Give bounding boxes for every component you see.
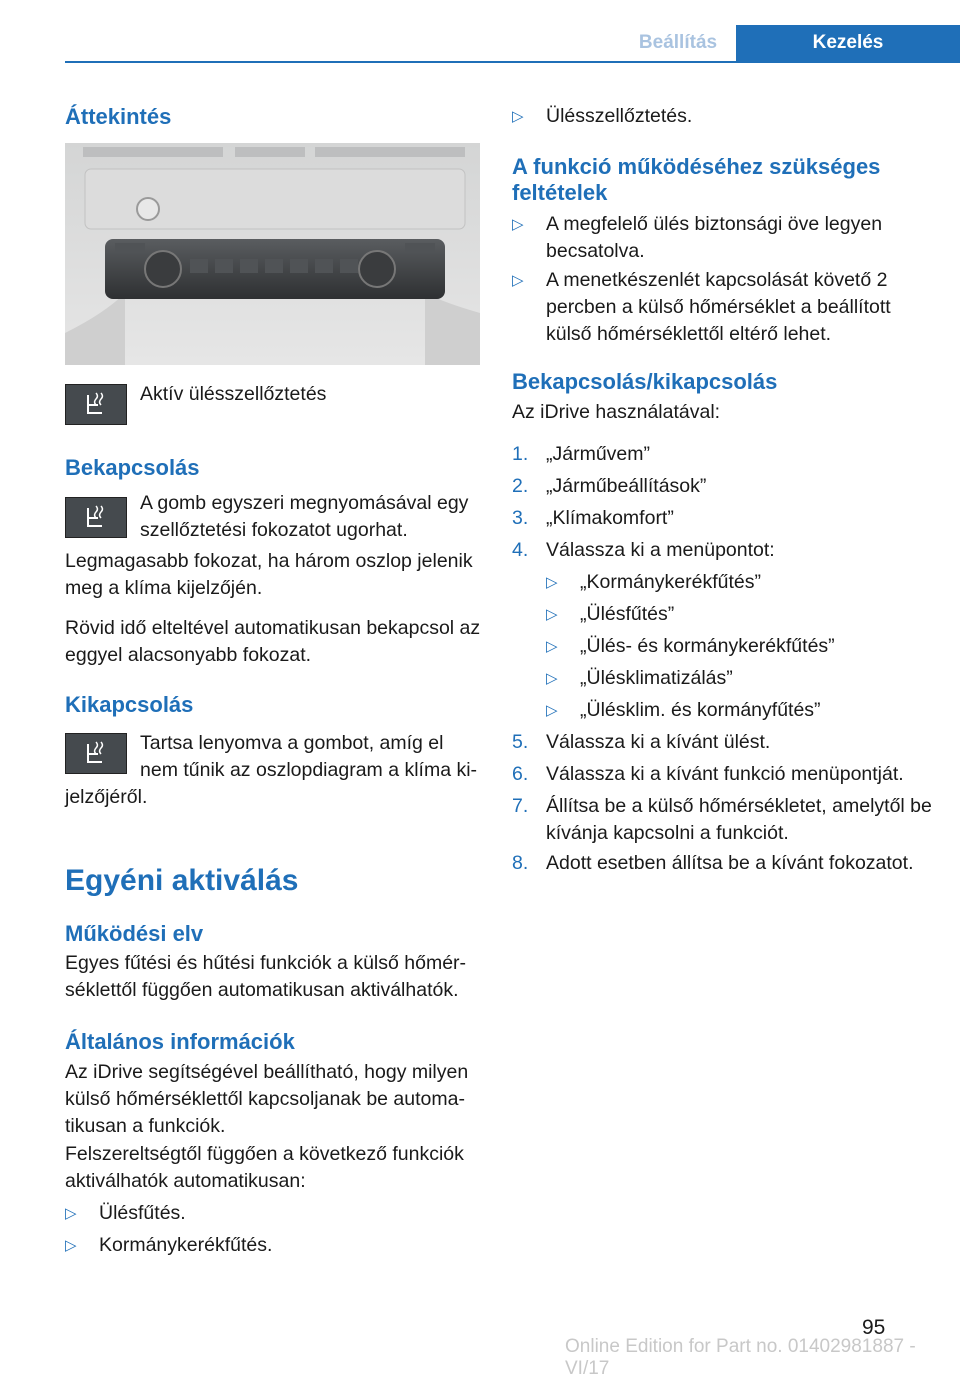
triangle-right-icon: ▷ (546, 574, 558, 591)
turn-on-title: Bekapcsolás (65, 455, 200, 480)
icon-caption: Aktív ülésszellőztetés (140, 383, 327, 405)
turn-on-text: A gomb egyszeri megnyomásával egy szellőztetési fokozatot ugorhat. (140, 492, 469, 541)
turn-off-text-end: jelzőjéről. (65, 786, 148, 808)
overview-title: Áttekintés (65, 104, 172, 129)
general-info-text-2: Felszereltségtől függően a következő funkciók aktiválhatók automatikusan: (65, 1143, 464, 1192)
page-number: 95 (862, 1316, 886, 1339)
on-off-title: Bekapcsolás/kikapcsolás (512, 369, 778, 394)
section-title: Egyéni aktiválás (65, 864, 299, 897)
seat-ventilation-icon (65, 497, 127, 538)
header-divider (65, 61, 960, 63)
seat-ventilation-icon (65, 733, 127, 774)
triangle-right-icon: ▷ (546, 702, 558, 719)
seat-ventilation-icon (65, 384, 127, 425)
triangle-right-icon: ▷ (65, 1205, 77, 1222)
triangle-right-icon: ▷ (512, 272, 524, 289)
climate-panel-photo (65, 143, 480, 365)
triangle-right-icon: ▷ (512, 216, 524, 233)
prerequisites-title: A funkció működéséhez szükséges feltételek (512, 154, 881, 205)
turn-off-title: Kikapcsolás (65, 692, 194, 717)
triangle-right-icon: ▷ (512, 108, 524, 125)
tab-beallitas[interactable]: Beállítás (638, 32, 718, 53)
principle-text: Egyes fűtési és hűtési funkciók a külső hőmérséklettől függően automatikusan aktiválhatók. (65, 952, 467, 1001)
on-off-intro: Az iDrive használatával: (512, 401, 721, 423)
edition-footer: Online Edition for Part no. 01402981887 - VI/17 (565, 1336, 916, 1379)
turn-off-text: Tartsa lenyomva a gombot, amíg el nem tűnik az oszlopdiagram a klíma ki- (140, 732, 478, 781)
triangle-right-icon: ▷ (65, 1237, 77, 1254)
tab-kezeles[interactable]: Kezelés (736, 25, 960, 61)
triangle-right-icon: ▷ (546, 638, 558, 655)
general-info-text-1: Az iDrive segítségével beállítható, hogy milyen külső hőmérséklettől kapcsoljanak be automatikusan a funkciók. (65, 1061, 469, 1137)
principle-title: Működési elv (65, 921, 204, 946)
highest-level-text: Legmagasabb fokozat, ha három oszlop jelenik meg a klíma kijelzőjén. (65, 550, 473, 599)
triangle-right-icon: ▷ (546, 606, 558, 623)
triangle-right-icon: ▷ (546, 670, 558, 687)
auto-lower-text: Rövid idő elteltével automatikusan bekapcsol az eggyel alacsonyabb fokozat. (65, 617, 481, 666)
general-info-title: Általános információk (65, 1029, 295, 1054)
